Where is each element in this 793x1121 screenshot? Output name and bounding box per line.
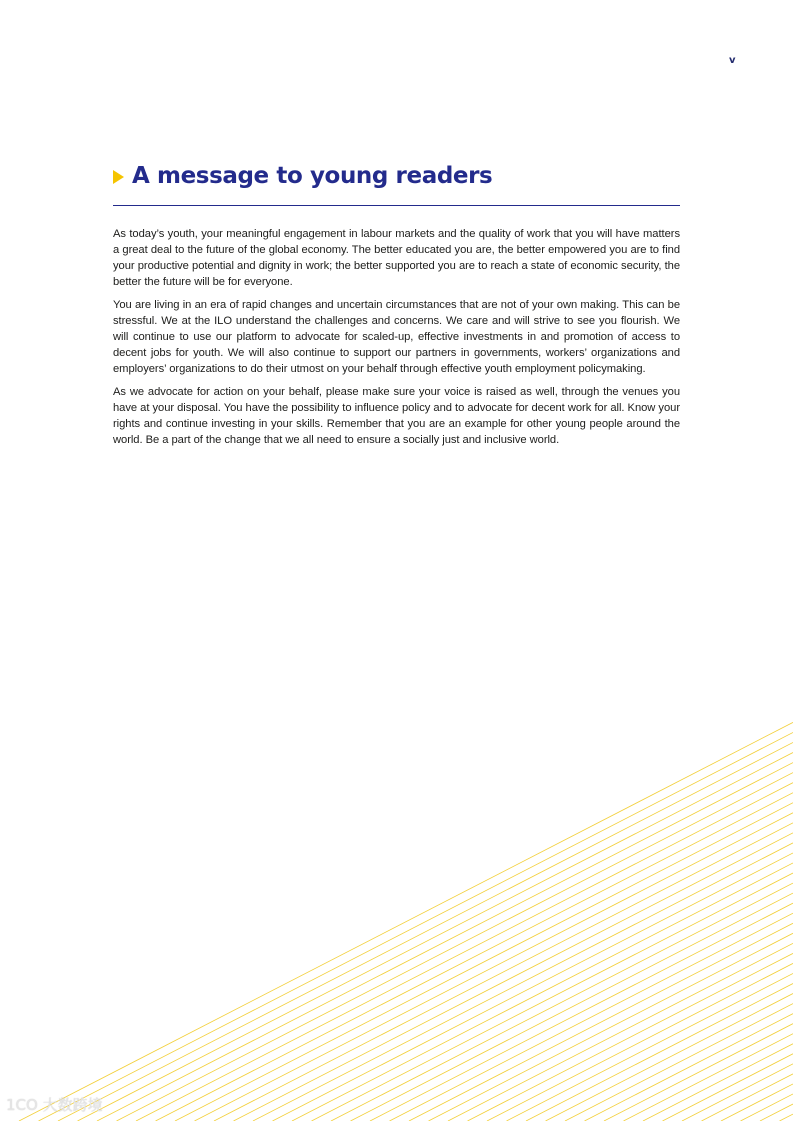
decorative-stripe [546,994,793,1121]
decorative-stripe [214,823,793,1121]
decorative-stripe [409,923,793,1121]
decorative-stripe [526,983,793,1121]
paragraph-3: As we advocate for action on your behalf, please make sure your voice is raised as well, through the venues you have at your disposal. You have the possibility to influence policy and to advocate for decent work for all. Know your rights and continue investing in your skills. Remember that you are an example for other young people around the world. Be a part of the change that we all need to ensure a socially just and inclusive world. [113,386,680,446]
decorative-stripe [780,1114,793,1121]
decorative-stripe [195,813,793,1121]
decorative-stripe [312,873,793,1121]
watermark: 1CO 大数跨境 [6,1096,103,1114]
decorative-stripe [702,1074,793,1121]
decorative-stripe [19,722,793,1121]
paragraph-1: As today’s youth, your meaningful engagement in labour markets and the quality of work that you will have matters a great deal to the future of the global economy. The better educated you are, the better empowered you are to find your productive potential and dignity in work; the better supported you are to reach a state of economic security, the better the future will be for everyone. [113,228,680,288]
decorative-stripe [663,1054,793,1121]
decorative-stripe [429,933,793,1121]
decorative-stripe [39,732,793,1121]
decorative-stripe [507,973,793,1121]
decorative-stripe [117,773,793,1121]
decorative-stripe [370,903,793,1121]
decorative-stripe [604,1024,793,1121]
decorative-stripe [760,1104,793,1121]
decorative-stripe [58,742,793,1121]
page-number: v [729,55,736,66]
decorative-stripe [273,853,793,1121]
decorative-stripe [643,1044,793,1121]
decorative-stripe [721,1084,793,1121]
decorative-stripe [253,843,793,1121]
section-title: A message to young readers [132,163,493,189]
decorative-stripe [156,793,793,1121]
decorative-stripe [78,753,793,1121]
decorative-stripe [585,1014,793,1121]
decorative-stripe [448,943,793,1121]
decorative-stripe [331,883,793,1121]
decorative-stripe [565,1004,793,1121]
decorative-stripe [136,783,793,1121]
decorative-stripe [390,913,793,1121]
decorative-stripe [468,953,793,1121]
paragraph-2: You are living in an era of rapid changes and uncertain circumstances that are not of your own making. This can be stressful. We at the ILO understand the challenges and concerns. We care and will strive to see you flourish. We will continue to use our platform to advocate for scaled-up, effective investments in and promotion of access to decent jobs for youth. We will also continue to support our partners in governments, workers’ organizations and employers’ organizations to do their utmost on your behalf through effective youth employment policymaking. [113,299,680,375]
decorative-stripe [175,803,793,1121]
decorative-stripe [741,1094,793,1121]
decorative-stripe [351,893,793,1121]
